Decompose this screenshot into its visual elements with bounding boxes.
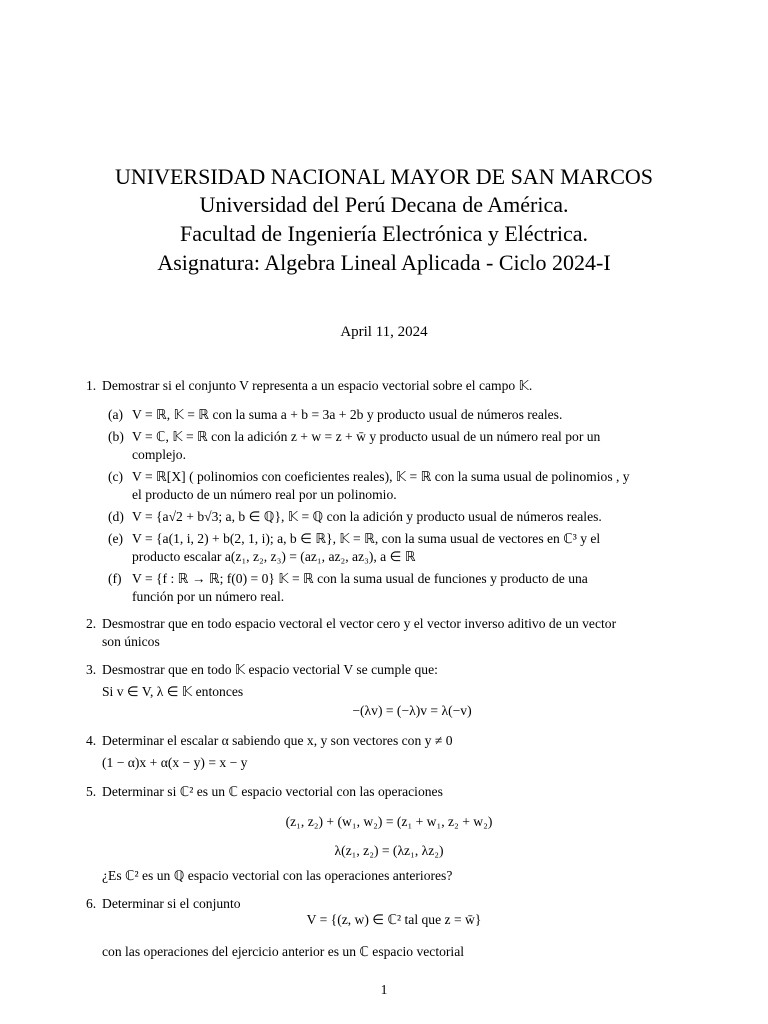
problem-1a-label: (a) (108, 407, 124, 422)
problem-1a-text: V = ℝ, 𝕂 = ℝ con la suma a + b = 3a + 2b y producto usual de números reales. (132, 407, 563, 422)
problem-3-condition: Si v ∈ V, λ ∈ 𝕂 entonces (102, 684, 244, 699)
problem-2-number: 2. (86, 616, 97, 631)
problem-1f-text: V = {f : ℝ → ℝ; f(0) = 0} 𝕂 = ℝ con la suma usual de funciones y producto de una (132, 571, 588, 586)
problem-4-equation: (1 − α)x + α(x − y) = x − y (102, 755, 248, 770)
problem-1-number: 1. (86, 378, 97, 393)
problem-1b-text-cont: complejo. (132, 447, 186, 462)
problem-1e-text: V = {a(1, i, 2) + b(2, 1, i); a, b ∈ ℝ}, 𝕂 = ℝ, con la suma usual de vectores en ℂ³ y el (132, 531, 601, 546)
problem-6-text-cont: con las operaciones del ejercicio anterior es un ℂ espacio vectorial (102, 944, 465, 959)
problem-1e-text-cont: producto escalar a(z₁, z₂, z₃) = (az₁, az₂, az₃), a ∈ ℝ (132, 549, 416, 564)
problem-1c-text: V = ℝ[X] ( polinomios con coeficientes reales), 𝕂 = ℝ con la suma usual de polinomios , y (132, 469, 630, 484)
date: April 11, 2024 (340, 324, 428, 340)
problem-3-equation: −(λv) = (−λ)v = λ(−v) (352, 703, 472, 718)
page-number: 1 (380, 982, 388, 997)
problem-1e-label: (e) (108, 531, 124, 546)
problem-5-number: 5. (86, 784, 97, 799)
problem-1d-text: V = {a√2 + b√3; a, b ∈ ℚ}, 𝕂 = ℚ con la adición y producto usual de números reales. (132, 509, 602, 524)
problem-1-statement: Demostrar si el conjunto V representa a un espacio vectorial sobre el campo 𝕂. (102, 378, 533, 393)
problem-5-text: Determinar si ℂ² es un ℂ espacio vectorial con las operaciones (102, 784, 443, 799)
problem-1c-label: (c) (108, 469, 124, 484)
problem-4-number: 4. (86, 733, 97, 748)
problem-5-sum-equation: (z₁, z₂) + (w₁, w₂) = (z₁ + w₁, z₂ + w₂) (285, 814, 493, 829)
problem-3-number: 3. (86, 662, 97, 677)
problem-1c-text-cont: el producto de un número real por un polinomio. (132, 487, 397, 502)
problem-2-text-cont: son únicos (102, 634, 160, 649)
problem-1f-text-cont: función por un número real. (132, 589, 285, 604)
problem-5-product-equation: λ(z₁, z₂) = (λz₁, λz₂) (334, 843, 444, 858)
problem-1f-label: (f) (108, 571, 122, 586)
university-subtitle: Universidad del Perú Decana de América. (199, 192, 569, 217)
problem-6-text: Determinar si el conjunto (102, 896, 241, 911)
problem-2-text: Desmostrar que en todo espacio vectoral el vector cero y el vector inverso aditivo de un vector (102, 616, 617, 631)
problem-1b-text: V = ℂ, 𝕂 = ℝ con la adición z + w = z + w̄ y producto usual de un número real por un (132, 429, 601, 444)
problem-6-number: 6. (86, 896, 97, 911)
faculty-title: Facultad de Ingeniería Electrónica y Eléctrica. (179, 221, 588, 246)
problem-6-set-definition: V = {(z, w) ∈ ℂ² tal que z = w̄} (306, 912, 482, 927)
problem-1b-label: (b) (108, 429, 124, 444)
problem-5-question: ¿Es ℂ² es un ℚ espacio vectorial con las operaciones anteriores? (102, 868, 453, 883)
problem-4-text: Determinar el escalar α sabiendo que x, y son vectores con y ≠ 0 (102, 733, 453, 748)
university-title: UNIVERSIDAD NACIONAL MAYOR DE SAN MARCOS (114, 164, 654, 189)
problem-1d-label: (d) (108, 509, 124, 524)
problem-3-text: Desmostrar que en todo 𝕂 espacio vectorial V se cumple que: (102, 662, 438, 677)
course-title: Asignatura: Algebra Lineal Aplicada - Ciclo 2024-I (157, 250, 611, 275)
